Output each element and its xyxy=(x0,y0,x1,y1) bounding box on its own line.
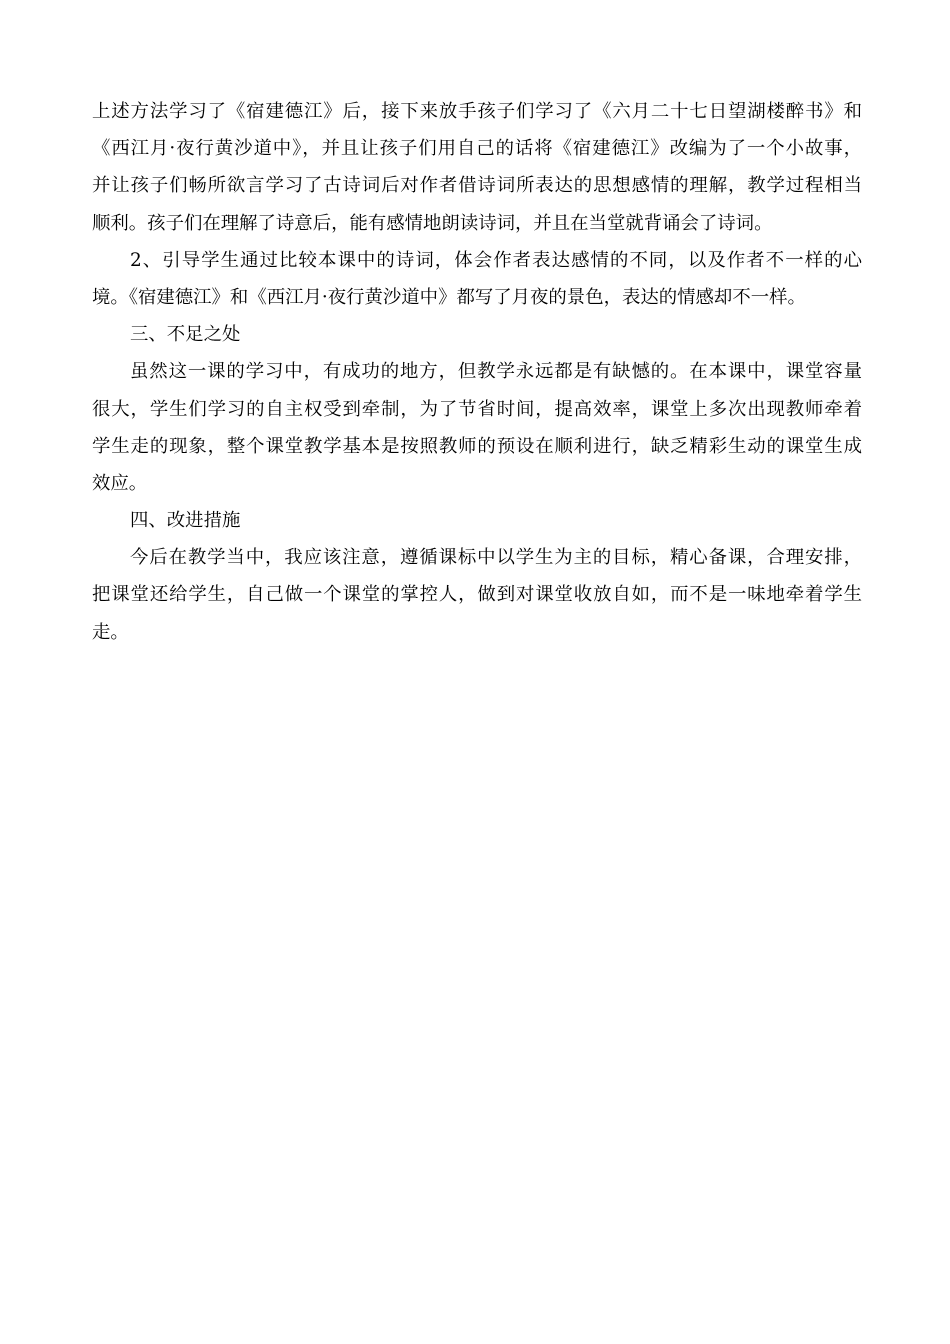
paragraph-point-2 xyxy=(92,242,862,316)
text-line: 《西江月·夜行黄沙道中》，并且让孩子们用自己的话将《宿建德江》改编为了一个小故事， xyxy=(92,138,862,160)
text-line: 境。《宿建德江》和《西江月·夜行黄沙道中》都写了月夜的景色，表达的情感却不一样。 xyxy=(92,286,806,308)
text-line: 效应。 xyxy=(92,472,148,494)
paragraph-shortcomings xyxy=(92,353,862,502)
text-line: 学生走的现象，整个课堂教学基本是按照教师的预设在顺利进行，缺乏精彩生动的课堂生成 xyxy=(92,435,862,457)
text-line: 虽然这一课的学习中，有成功的地方，但教学永远都是有缺憾的。在本课中，课堂容量 xyxy=(130,361,862,383)
text-line: 顺利。孩子们在理解了诗意后，能有感情地朗读诗词，并且在当堂就背诵会了诗词。 xyxy=(92,212,773,234)
text-line: 今后在教学当中，我应该注意，遵循课标中以学生为主的目标，精心备课，合理安排， xyxy=(130,547,862,569)
text-line: 上述方法学习了《宿建德江》后，接下来放手孩子们学习了《六月二十七日望湖楼醉书》和 xyxy=(92,101,862,122)
text-line: 很大，学生们学习的自主权受到牵制，为了节省时间，提高效率，课堂上多次出现教师牵着 xyxy=(92,398,862,420)
text-line: 把课堂还给学生，自己做一个课堂的掌控人，做到对课堂收放自如，而不是一味地牵着学生 xyxy=(92,584,862,606)
document-body xyxy=(92,93,862,651)
text-line: 并让孩子们畅所欲言学习了古诗词后对作者借诗词所表达的思想感情的理解，教学过程相当 xyxy=(92,175,862,197)
section-heading-improvements: 四、改进措施 xyxy=(130,510,241,532)
text-line: 2、引导学生通过比较本课中的诗词，体会作者表达感情的不同，以及作者不一样的心 xyxy=(130,249,862,271)
paragraph-method-continuation xyxy=(92,93,862,242)
section-heading-shortcomings: 三、不足之处 xyxy=(130,324,241,346)
paragraph-improvements xyxy=(92,539,862,651)
text-line: 走。 xyxy=(92,621,129,643)
